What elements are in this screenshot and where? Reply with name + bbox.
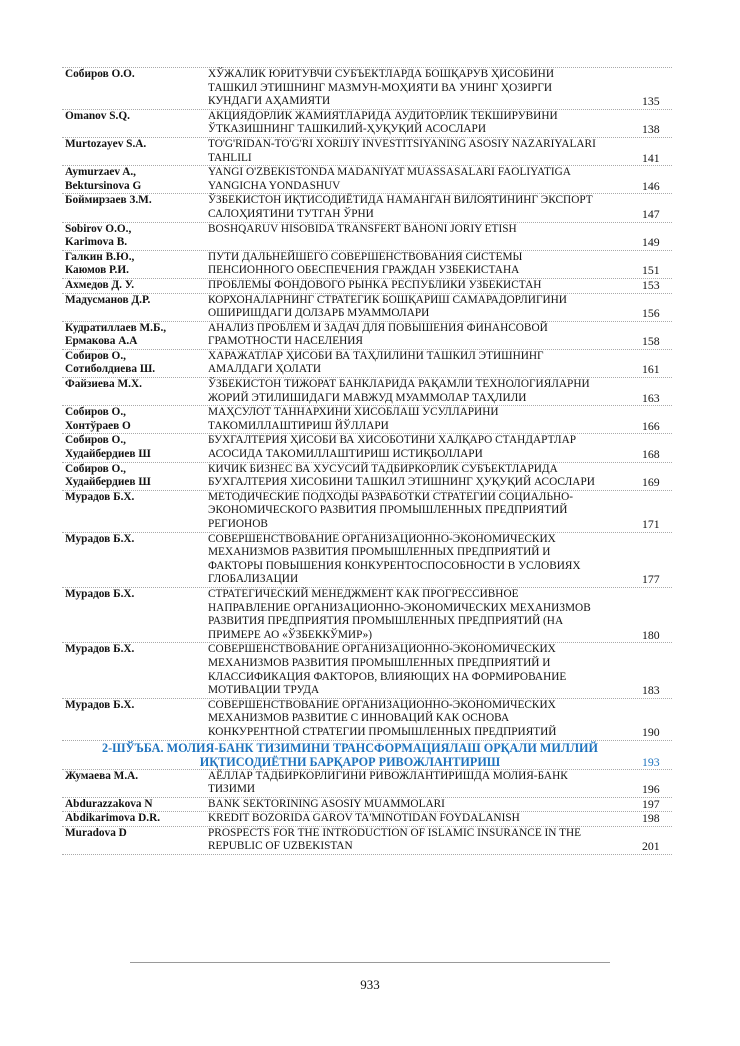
toc-entry (62, 110, 672, 138)
entry-title: СОВЕРШЕНСТВОВАНИЕ ОРГАНИЗАЦИОННО-ЭКОНОМИЧЕСКИХ МЕХАНИЗМОВ РАЗВИТИЕ С ИННОВАЦИЙ КАК ОСНОВА КОНКУРЕНТНОЙ СТРАТЕГИИ ПРОМЫШЛЕННЫХ ПРЕДПРИЯТИЙ (208, 698, 557, 738)
entry-author: Aymurzaev A., Bektursinova G (65, 166, 142, 192)
toc-entry (62, 166, 672, 194)
entry-title: АЁЛЛАР ТАДБИРКОРЛИГИНИ РИВОЖЛАНТИРИШДА МОЛИЯ-БАНК ТИЗИМИ (208, 769, 568, 796)
section-title: 2-ШЎЪБА. МОЛИЯ-БАНК ТИЗИМИНИ ТРАНСФОРМАЦИЯЛАШ ОРҚАЛИ МИЛЛИЙ ИҚТИСОДИЁТНИ БАРҚАРОР РИВОЖЛАНТИРИШ (101, 740, 599, 769)
entry-title: YANGI O'ZBEKISTONDA MADANIYAT MUASSASALARI FAOLIYATIGA YANGICHA YONDASHUV (208, 166, 571, 192)
toc-entry (62, 643, 672, 698)
entry-author: Murtozayev S.A. (65, 137, 147, 150)
toc-entry (62, 223, 672, 251)
entry-author: Файзиева М.Х. (65, 378, 142, 391)
section-heading (62, 741, 672, 770)
entry-title: СТРАТЕГИЧЕСКИЙ МЕНЕДЖМЕНТ КАК ПРОГРЕССИВНОЕ НАПРАВЛЕНИЕ ОРГАНИЗАЦИОННО-ЭКОНОМИЧЕСКИХ МЕХАНИЗМОВ РАЗВИТИЯ ПРЕДПРИЯТИЯ ПРОМЫШЛЕННЫХ ПРЕДПРИЯТИЙ (НА ПРИМЕРЕ АО «ЎЗБЕККЎМИР») (208, 587, 591, 641)
entry-page-number: 183 (642, 683, 660, 698)
toc-entry (62, 279, 672, 294)
entry-author: Боймирзаев З.М. (65, 194, 152, 207)
toc-entry (62, 67, 672, 110)
toc-entry (62, 812, 672, 827)
entry-author: Muradova D (65, 826, 127, 839)
entry-page-number: 156 (642, 306, 660, 321)
entry-page-number: 201 (642, 839, 660, 854)
toc-entry (62, 491, 672, 533)
entry-author: Мурадов Б.Х. (65, 698, 135, 711)
table-of-contents (62, 67, 672, 855)
toc-entry (62, 699, 672, 741)
toc-entry (62, 770, 672, 798)
entry-title: СОВЕРШЕНСТВОВАНИЕ ОРГАНИЗАЦИОННО-ЭКОНОМИЧЕСКИХ МЕХАНИЗМОВ РАЗВИТИЯ ПРОМЫШЛЕННЫХ ПРЕДПРИЯТИЙ И ФАКТОРЫ ПОВЫШЕНИЯ КОНКУРЕНТОСПОСОБНОСТИ В УСЛОВИЯХ ГЛОБАЛИЗАЦИИ (208, 532, 581, 586)
entry-title: ЎЗБЕКИСТОН ИҚТИСОДИЁТИДА НАМАНГАН ВИЛОЯТИНИНГ ЭКСПОРТ САЛОҲИЯТИНИ ТУТГАН ЎРНИ (208, 194, 593, 220)
entry-author: Omanov S.Q. (65, 109, 130, 122)
entry-list (62, 67, 672, 741)
entry-author: Ахмедов Д. У. (65, 278, 135, 291)
entry-page-number: 190 (642, 724, 660, 739)
entry-author: Галкин В.Ю., Каюмов Р.И. (65, 250, 135, 277)
toc-entry (62, 463, 672, 491)
toc-entry (62, 406, 672, 434)
entry-page-number: 198 (642, 811, 660, 826)
entry-author: Собиров О.О. (65, 68, 135, 80)
toc-entry (62, 251, 672, 279)
entry-author: Мурадов Б.Х. (65, 643, 135, 656)
entry-page-number: 158 (642, 334, 660, 349)
section-page-number: 193 (642, 754, 660, 769)
entry-title: TO'G'RIDAN-TO'G'RI XORIJIY INVESTITSIYANING ASOSIY NAZARIYALARI TAHLILI (208, 137, 596, 164)
toc-entry (62, 434, 672, 462)
entry-title: BOSHQARUV HISOBIDA TRANSFERT BAHONI JORIY ETISH (208, 222, 517, 235)
entry-title: ПРОБЛЕМЫ ФОНДОВОГО РЫНКА РЕСПУБЛИКИ УЗБЕКИСТАН (208, 278, 542, 291)
entry-author: Собиров О., Сотиболдиева Ш. (65, 349, 156, 376)
toc-entry (62, 194, 672, 222)
entry-author: Мурадов Б.Х. (65, 490, 135, 503)
entry-title: BANK SEKTORINING ASOSIY MUAMMOLARI (208, 797, 445, 810)
entry-page-number: 197 (642, 796, 660, 811)
entry-title: ПУТИ ДАЛЬНЕЙШЕГО СОВЕРШЕНСТВОВАНИЯ СИСТЕМЫ ПЕНСИОННОГО ОБЕСПЕЧЕНИЯ ГРАЖДАН УЗБЕКИСТАНА (208, 250, 523, 277)
toc-entry (62, 350, 672, 378)
entry-author: Abdikarimova D.R. (65, 812, 161, 825)
toc-entry (62, 322, 672, 350)
entry-author: Мадусманов Д.Р. (65, 293, 151, 306)
entry-title: АНАЛИЗ ПРОБЛЕМ И ЗАДАЧ ДЛЯ ПОВЫШЕНИЯ ФИНАНСОВОЙ ГРАМОТНОСТИ НАСЕЛЕНИЯ (208, 321, 548, 348)
toc-entry (62, 798, 672, 813)
entry-page-number: 177 (642, 572, 660, 587)
toc-entry (62, 588, 672, 643)
entry-author: Abdurazzakova N (65, 797, 153, 810)
entry-page-number: 153 (642, 277, 660, 292)
entry-author: Кудратиллаев М.Б., Ермакова А.А (65, 321, 167, 348)
entry-page-number: 151 (642, 263, 660, 278)
entry-title: БУХГАЛТЕРИЯ ҲИСОБИ ВА ХИСОБОТИНИ ХАЛҚАРО СТАНДАРТЛАР АСОСИДА ТАКОМИЛЛАШТИРИШ ИСТИҚБОЛЛАРИ (208, 434, 577, 461)
entry-page-number: 169 (642, 475, 660, 490)
entry-page-number: 135 (642, 94, 660, 109)
entry-page-number: 196 (642, 782, 660, 797)
entry-author: Мурадов Б.Х. (65, 532, 135, 545)
toc-entry (62, 138, 672, 166)
entry-author: Жумаева М.А. (65, 769, 139, 782)
entry-title: ХЎЖАЛИК ЮРИТУВЧИ СУБЪЕКТЛАРДА БОШҚАРУВ ҲИСОБИНИ ТАШКИЛ ЭТИШНИНГ МАЗМУН-МОҲИЯТИ ВА УНИНГ ҲОЗИРГИ КУНДАГИ АҲАМИЯТИ (208, 68, 554, 108)
entry-title: PROSPECTS FOR THE INTRODUCTION OF ISLAMIC INSURANCE IN THE REPUBLIC OF UZBEKISTAN (208, 826, 582, 853)
entry-title: СОВЕРШЕНСТВОВАНИЕ ОРГАНИЗАЦИОННО-ЭКОНОМИЧЕСКИХ МЕХАНИЗМОВ РАЗВИТИЯ ПРОМЫШЛЕННЫХ ПРЕДПРИЯТИЙ И КЛАССИФИКАЦИЯ ФАКТОРОВ, ВЛИЯЮЩИХ НА ФОРМИРОВАНИЕ МОТИВАЦИИ ТРУДА (208, 643, 567, 697)
entry-page-number: 146 (642, 178, 660, 193)
entry-page-number: 161 (642, 362, 660, 377)
toc-entry (62, 294, 672, 322)
entry-page-number: 141 (642, 150, 660, 165)
entry-page-number: 163 (642, 390, 660, 405)
entry-title: КИЧИК БИЗНЕС ВА ХУСУСИЙ ТАДБИРКОРЛИК СУБЪЕКТЛАРИДА БУХГАЛТЕРИЯ ХИСОБИНИ ТАШКИЛ ЭТИШНИНГ ҲУҚУҚИЙ АСОСЛАРИ (208, 462, 595, 489)
toc-entry (62, 533, 672, 588)
entry-page-number: 149 (642, 235, 660, 250)
entry-page-number: 138 (642, 122, 660, 137)
toc-entry (62, 827, 672, 855)
entry-page-number: 166 (642, 418, 660, 433)
entry-list (62, 770, 672, 856)
entry-author: Sobirov O.O., Karimova B. (65, 222, 132, 249)
entry-page-number: 171 (642, 517, 660, 531)
footer-divider (130, 962, 610, 963)
entry-author: Собиров О., Худайбердиев Ш (65, 434, 151, 461)
entry-page-number: 168 (642, 447, 660, 462)
entry-title: МАҲСУЛОТ ТАННАРХИНИ ХИСОБЛАШ УСУЛЛАРИНИ ТАКОМИЛЛАШТИРИШ ЙЎЛЛАРИ (208, 406, 499, 432)
entry-title: ЎЗБЕКИСТОН ТИЖОРАТ БАНКЛАРИДА РАҚАМЛИ ТЕХНОЛОГИЯЛАРНИ ЖОРИЙ ЭТИЛИШИДАГИ МАВЖУД МУАММОЛАР ТАҲЛИЛИ (208, 378, 590, 404)
entry-author: Мурадов Б.Х. (65, 587, 135, 600)
page-number: 933 (360, 977, 380, 992)
entry-page-number: 147 (642, 206, 660, 221)
entry-title: KREDIT BOZORIDA GAROV TA'MINOTIDAN FOYDALANISH (208, 812, 520, 825)
entry-title: АКЦИЯДОРЛИК ЖАМИЯТЛАРИДА АУДИТОРЛИК ТЕКШИРУВИНИ ЎТКАЗИШНИНГ ТАШКИЛИЙ-ҲУҚУҚИЙ АСОСЛАРИ (208, 109, 558, 136)
entry-author: Собиров О., Худайбердиев Ш (65, 462, 151, 489)
entry-title: КОРХОНАЛАРНИНГ СТРАТЕГИК БОШҚАРИШ САМАРАДОРЛИГИНИ ОШИРИШДАГИ ДОЛЗАРБ МУАММОЛАРИ (208, 293, 567, 320)
entry-title: МЕТОДИЧЕСКИЕ ПОДХОДЫ РАЗРАБОТКИ СТРАТЕГИИ СОЦИАЛЬНО- ЭКОНОМИЧЕСКОГО РАЗВИТИЯ ПРОМЫШЛЕННЫХ ПРЕДПРИЯТИЙ РЕГИОНОВ (208, 490, 574, 530)
entry-author: Собиров О., Хонтўраев О (65, 406, 131, 432)
entry-page-number: 180 (642, 627, 660, 642)
toc-entry (62, 378, 672, 406)
entry-title: ХАРАЖАТЛАР ҲИСОБИ ВА ТАҲЛИЛИНИ ТАШКИЛ ЭТИШНИНГ АМАЛДАГИ ҲОЛАТИ (208, 349, 544, 376)
